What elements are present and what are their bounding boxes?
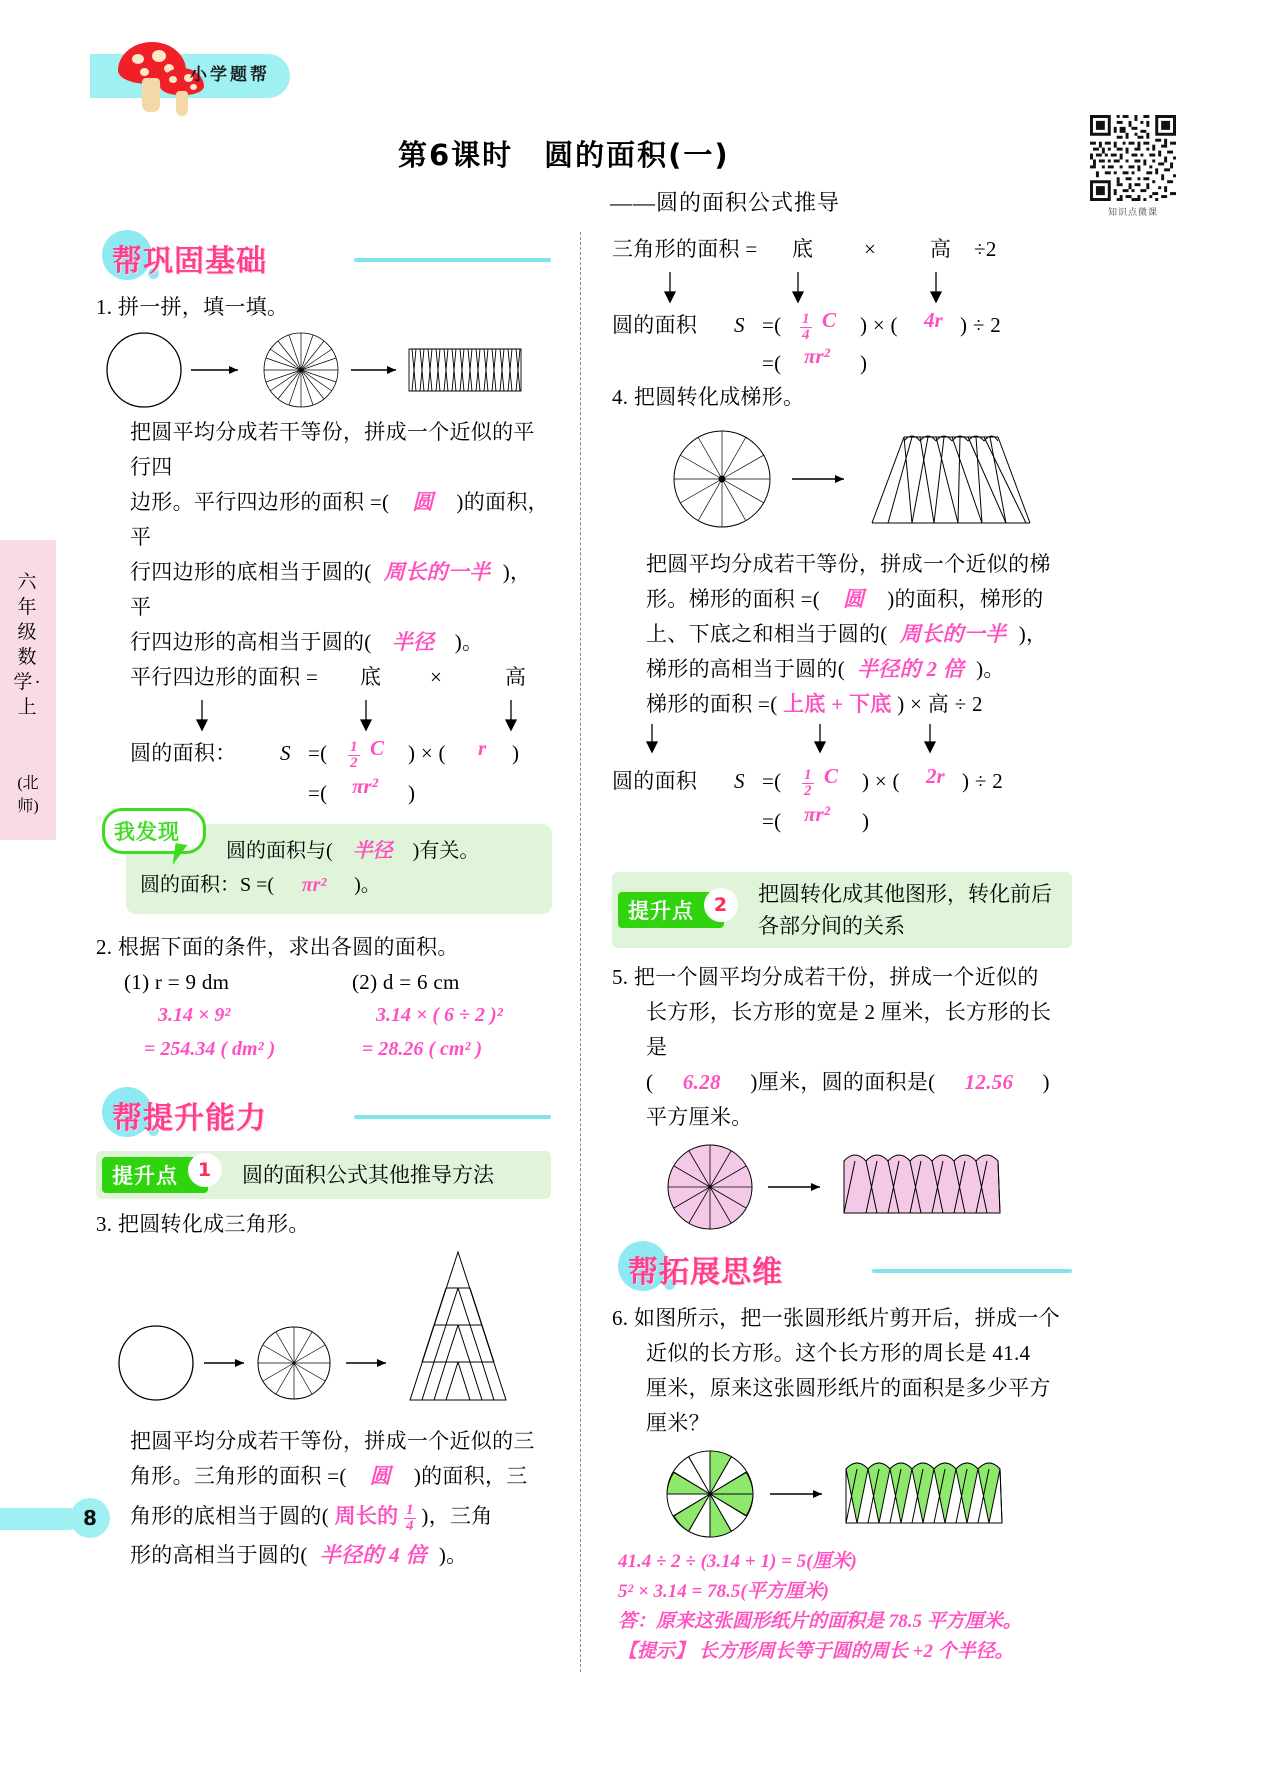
- tip-2-text: 把圆转化成其他图形，转化前后各部分间的关系: [758, 882, 1052, 938]
- q3-answer-d: 半径的 4 倍: [319, 1543, 427, 1567]
- section-header-basics: [96, 228, 551, 284]
- q3f-line2-eq: =(: [762, 351, 782, 375]
- footer-bar: [0, 1508, 80, 1530]
- tip-content: [96, 1151, 551, 1199]
- q3-answer-c-num: 1: [406, 1502, 414, 1518]
- q3f-mid: ) × (: [860, 313, 898, 337]
- q3-line-b-pre: 角形。三角形的面积 =(: [130, 1464, 347, 1488]
- section-title-basics: 帮巩固基础: [112, 244, 267, 279]
- q4-line-a: 把圆平均分成若干等份，拼成一个近似的梯: [646, 552, 1051, 576]
- q1-frac-den: 2: [350, 755, 358, 771]
- q3f-row-div: ÷2: [974, 237, 997, 261]
- q4-number: 4.: [612, 385, 629, 409]
- discovery-line-2: [140, 868, 540, 902]
- q3f-arrows: [612, 270, 1012, 304]
- q2-answer-2-line-1: 3.14 × ( 6 ÷ 2 )²: [376, 1004, 503, 1026]
- q1-row-times: ×: [430, 665, 443, 689]
- q3f-frac-c: C: [822, 308, 837, 332]
- q5-line-3-mid: )厘米，圆的面积是(: [750, 1070, 936, 1094]
- question-1: [96, 290, 551, 325]
- q4-trapezoid-formula: [646, 687, 1072, 722]
- q3-body: [130, 1424, 551, 1573]
- q6-line-2: 近似的长方形。这个长方形的周长是 41.4: [646, 1341, 1031, 1365]
- q4-answer-b: 圆: [843, 587, 865, 611]
- q3-answer-c-fraction: [404, 1503, 416, 1534]
- q5-line-4: 平方厘米。: [646, 1105, 753, 1129]
- q4f-frac-num: 1: [804, 767, 812, 783]
- tip-point-1: [96, 1151, 551, 1199]
- q4-line-d-pre: 梯形的高相当于圆的(: [646, 657, 845, 681]
- question-5: [612, 960, 1072, 1135]
- q6-solution-line-1: 41.4 ÷ 2 ÷ (3.14 + 1) = 5(厘米): [618, 1551, 857, 1572]
- q3f-S: S: [734, 313, 745, 337]
- q1-row-base: 底: [360, 665, 382, 689]
- tip-1-tag: [102, 1157, 213, 1193]
- q4-line-c: [646, 617, 1072, 652]
- q3f-row-label: 三角形的面积 =: [612, 237, 758, 261]
- q1-S: S: [280, 741, 291, 765]
- q5-line-2: 长方形，长方形的宽是 2 厘米，长方形的长是: [646, 1000, 1052, 1059]
- q1-answer-c: 周长的一半: [383, 560, 491, 584]
- q5-answer-area: 12.56: [964, 1070, 1014, 1094]
- q4f-circle-label: 圆的面积: [612, 769, 698, 793]
- tip-2-number: 2: [706, 890, 736, 920]
- q2-answer-1-line-2: = 254.34 ( dm² ): [144, 1038, 276, 1060]
- q4-line-c-pre: 上、下底之和相当于圆的(: [646, 622, 888, 646]
- q4-line-b-pre: 形。梯形的面积 =(: [646, 587, 821, 611]
- question-3: [96, 1207, 551, 1242]
- q3-line-d: [130, 1538, 551, 1573]
- section-title-extend: 帮拓展思维: [628, 1255, 783, 1290]
- q1-answer-r: r: [478, 736, 487, 760]
- q5-line-3: [646, 1065, 1072, 1100]
- q1-circle-label: 圆的面积：: [130, 741, 237, 765]
- q4-body: [646, 547, 1072, 722]
- q3-line-b: [130, 1459, 551, 1494]
- q2-prompt: 根据下面的条件，求出各圆的面积。: [117, 935, 459, 959]
- q4-line-b-post: )的面积，梯形的: [887, 587, 1044, 611]
- q6-hint: [618, 1637, 1072, 1667]
- q4-arrows: [612, 722, 1012, 756]
- discovery-answer-2: πr²: [301, 874, 327, 896]
- q4-answer-d: 半径的 2 倍: [857, 657, 965, 681]
- q1-line-c-post: )，平: [130, 560, 532, 619]
- q5-line-3-pre: (: [646, 1070, 654, 1094]
- discovery-line-1: [226, 834, 540, 868]
- q4-formula-sum: 上底 + 下底: [783, 692, 892, 716]
- q4-formula-pre: 梯形的面积 =(: [646, 692, 778, 716]
- q4f-answer-pir2: πr²: [804, 802, 830, 826]
- discovery-bubble: [102, 808, 206, 854]
- tip-point-2: [612, 872, 1072, 948]
- discovery-bubble-tail: [173, 843, 188, 866]
- q5-number: 5.: [612, 965, 629, 989]
- discovery-answer-1: 半径: [352, 840, 393, 862]
- figure-circle-to-parallelogram: [96, 331, 551, 409]
- q1-close-times: ) × (: [408, 741, 446, 765]
- q6-line-4: 厘米？: [646, 1411, 710, 1435]
- q3-prompt: 把圆转化成三角形。: [117, 1212, 310, 1236]
- q4-line-d: [646, 652, 1072, 687]
- q3f-frac-den: 4: [802, 327, 810, 343]
- q4-prompt: 把圆转化成梯形。: [633, 385, 805, 409]
- q4f-S: S: [734, 769, 745, 793]
- q4f-mid: ) × (: [862, 769, 900, 793]
- q3f-row-height: 高: [930, 237, 952, 261]
- q5-line-1-text: 把一个圆平均分成若干份，拼成一个近似的: [633, 965, 1039, 989]
- page-number: 8: [70, 1498, 110, 1538]
- q3f-fraction-quarter: [800, 312, 812, 343]
- q1-arrows: [130, 698, 550, 732]
- tip-2-tag: [618, 892, 729, 928]
- q1-answer-d: 半径: [391, 630, 435, 654]
- q1-close: ): [512, 741, 520, 765]
- section-header-extend: [612, 1239, 1072, 1295]
- q3-number: 3.: [96, 1212, 113, 1236]
- figure-circle-to-trapezoid: [612, 421, 1072, 541]
- q3-line-b-post: )的面积，三: [413, 1464, 528, 1488]
- q3-line-c-pre: 角形的底相当于圆的(: [130, 1504, 329, 1528]
- q1-line-c-pre: 行四边形的底相当于圆的(: [130, 560, 372, 584]
- tip-content: [612, 872, 1072, 948]
- q4f-answer-2r: 2r: [926, 764, 945, 788]
- q1-line-d: [130, 625, 551, 660]
- q4f-eq: =(: [762, 769, 782, 793]
- figure-circle-to-rectangle-pink: [648, 1141, 1072, 1233]
- figure-circle-to-triangle: [96, 1248, 551, 1418]
- side-tab-edition: (北师): [17, 775, 39, 815]
- qr-code[interactable]: [1090, 115, 1176, 201]
- q3-line-d-post: )。: [438, 1543, 468, 1567]
- q4-derivation: [612, 722, 1072, 862]
- q1-line-b: [130, 485, 551, 555]
- q1-number: 1.: [96, 295, 113, 319]
- question-6: [612, 1301, 1072, 1441]
- q6-line-3: 厘米，原来这张圆形纸片的面积是多少平方: [646, 1376, 1051, 1400]
- brand-title: 小学题帮: [190, 65, 270, 85]
- q1-derivation: [130, 660, 551, 810]
- tip-1-number: 1: [190, 1155, 220, 1185]
- section-header-ability: [96, 1085, 551, 1141]
- section-rule: [354, 1115, 551, 1119]
- q5-line-1: [612, 960, 1072, 995]
- tip-2-tag-label: 提升点: [628, 899, 694, 923]
- q4f-close-div: ) ÷ 2: [962, 769, 1004, 793]
- q4f-fraction-half: [802, 768, 814, 799]
- q4-line-b: [646, 582, 1072, 617]
- q4-answer-c: 周长的一半: [899, 622, 1007, 646]
- question-4: [612, 380, 1072, 415]
- q1-row-height: 高: [505, 665, 527, 689]
- question-2: [96, 930, 551, 965]
- discovery-line-2-pre: 圆的面积：S =(: [140, 874, 275, 896]
- q3-derivation: [612, 228, 1072, 380]
- q3-line-d-pre: 形的高相当于圆的(: [130, 1543, 308, 1567]
- q2-answer-2-line-2: = 28.26 ( cm² ): [362, 1038, 483, 1060]
- discovery-badge-label: 我发现: [114, 820, 180, 844]
- q1-eq: =(: [308, 741, 328, 765]
- q3f-eq: =(: [762, 313, 782, 337]
- q3f-line2-close: ): [860, 351, 868, 375]
- q1-row-label: 平行四边形的面积 =: [130, 665, 319, 689]
- section-rule: [354, 258, 551, 262]
- q1-line-a: 把圆平均分成若干等份，拼成一个近似的平行四: [130, 420, 535, 479]
- q6-solution-answer: 答：原来这张圆形纸片的面积是 78.5 平方厘米。: [618, 1611, 1022, 1632]
- section-rule: [872, 1269, 1072, 1273]
- q6-solution: [618, 1547, 1072, 1667]
- discovery-box: [114, 820, 552, 914]
- section-title-ability: 帮提升能力: [112, 1101, 267, 1136]
- side-tab-grade: 六年级数学·上: [13, 572, 43, 718]
- q3-answer-b: 圆: [369, 1464, 391, 1488]
- q2-sub-2: (2) d = 6 cm: [352, 970, 460, 994]
- right-column: [612, 228, 1072, 1667]
- q1-line-b-pre: 边形。平行四边形的面积 =(: [130, 490, 390, 514]
- tip-1-tag-label: 提升点: [112, 1164, 178, 1188]
- q1-frac-c: C: [370, 736, 385, 760]
- q3-line-c-post: )，三角: [421, 1504, 493, 1528]
- q1-line2-eq: =(: [308, 781, 328, 805]
- q4f-frac-c: C: [824, 764, 839, 788]
- tip-1-text: 圆的面积公式其他推导方法: [242, 1163, 494, 1187]
- q3f-answer-pir2: πr²: [804, 344, 830, 368]
- q3f-answer-4r: 4r: [924, 308, 943, 332]
- q3-line-a: 把圆平均分成若干等份，拼成一个近似的三: [130, 1429, 535, 1453]
- page-subtitle: ——圆的面积公式推导: [610, 190, 841, 215]
- q4-line-d-post: )。: [976, 657, 1005, 681]
- q4-formula-post: ) × 高 ÷ 2: [897, 692, 983, 716]
- q3f-row-base: 底: [792, 237, 814, 261]
- q1-frac-num: 1: [350, 739, 358, 755]
- q3-line-c: [130, 1494, 551, 1538]
- q6-solution-line-2: 5² × 3.14 = 78.5(平方厘米): [618, 1581, 830, 1602]
- q1-line-c: [130, 555, 551, 625]
- q3-answer-c-prefix: 周长的: [334, 1504, 399, 1528]
- q6-number: 6.: [612, 1306, 629, 1330]
- q6-hint-label: 【提示】: [618, 1641, 695, 1662]
- q1-line-b-post: )的面积，平: [130, 490, 549, 549]
- q3f-close-div: ) ÷ 2: [960, 313, 1002, 337]
- q3f-row-times: ×: [864, 237, 877, 261]
- q3f-circle-label: 圆的面积: [612, 313, 698, 337]
- q6-line-1: [612, 1301, 1072, 1336]
- q4f-line2-eq: =(: [762, 809, 782, 833]
- page-title: 第6课时 圆的面积(一): [398, 138, 730, 172]
- q1-line-d-post: )。: [454, 630, 484, 654]
- q2-number: 2.: [96, 935, 113, 959]
- q5-answer-length: 6.28: [682, 1070, 721, 1094]
- q2-sub-1: (1) r = 9 dm: [124, 970, 230, 994]
- discovery-line-2-post: )。: [354, 874, 381, 896]
- left-column: [96, 228, 551, 1573]
- column-divider: [580, 232, 581, 1672]
- q1-line2-close: ): [408, 781, 416, 805]
- q1-fraction-half: [348, 740, 360, 771]
- q3-answer-c-den: 4: [406, 1518, 414, 1534]
- q4f-line2-close: ): [862, 809, 870, 833]
- q1-answer-b: 圆: [412, 490, 434, 514]
- discovery-line-1-post: )有关。: [412, 840, 480, 862]
- q5-line-3-post: ): [1042, 1070, 1050, 1094]
- q6-hint-text: 长方形周长等于圆的周长 +2 个半径。: [698, 1641, 1014, 1662]
- q1-prompt: 拼一拼，填一填。: [117, 295, 289, 319]
- q3f-frac-num: 1: [802, 311, 810, 327]
- q6-line-1-text: 如图所示，把一张圆形纸片剪开后，拼成一个: [633, 1306, 1060, 1330]
- figure-circle-to-rectangle-green: [648, 1447, 1072, 1541]
- q1-body: [130, 415, 551, 660]
- q2-body: [124, 965, 551, 1075]
- q4f-frac-den: 2: [804, 783, 812, 799]
- q4-line-c-post: )，: [1018, 622, 1048, 646]
- qr-code-svg: [1090, 115, 1176, 201]
- qr-caption: 知识点微课: [1107, 207, 1158, 217]
- discovery-line-1-pre: 圆的面积与(: [226, 840, 333, 862]
- q2-answer-1-line-1: 3.14 × 9²: [158, 1004, 231, 1026]
- q1-answer-pir2: πr²: [352, 774, 378, 798]
- side-tab: [0, 540, 56, 840]
- q1-line-d-pre: 行四边形的高相当于圆的(: [130, 630, 372, 654]
